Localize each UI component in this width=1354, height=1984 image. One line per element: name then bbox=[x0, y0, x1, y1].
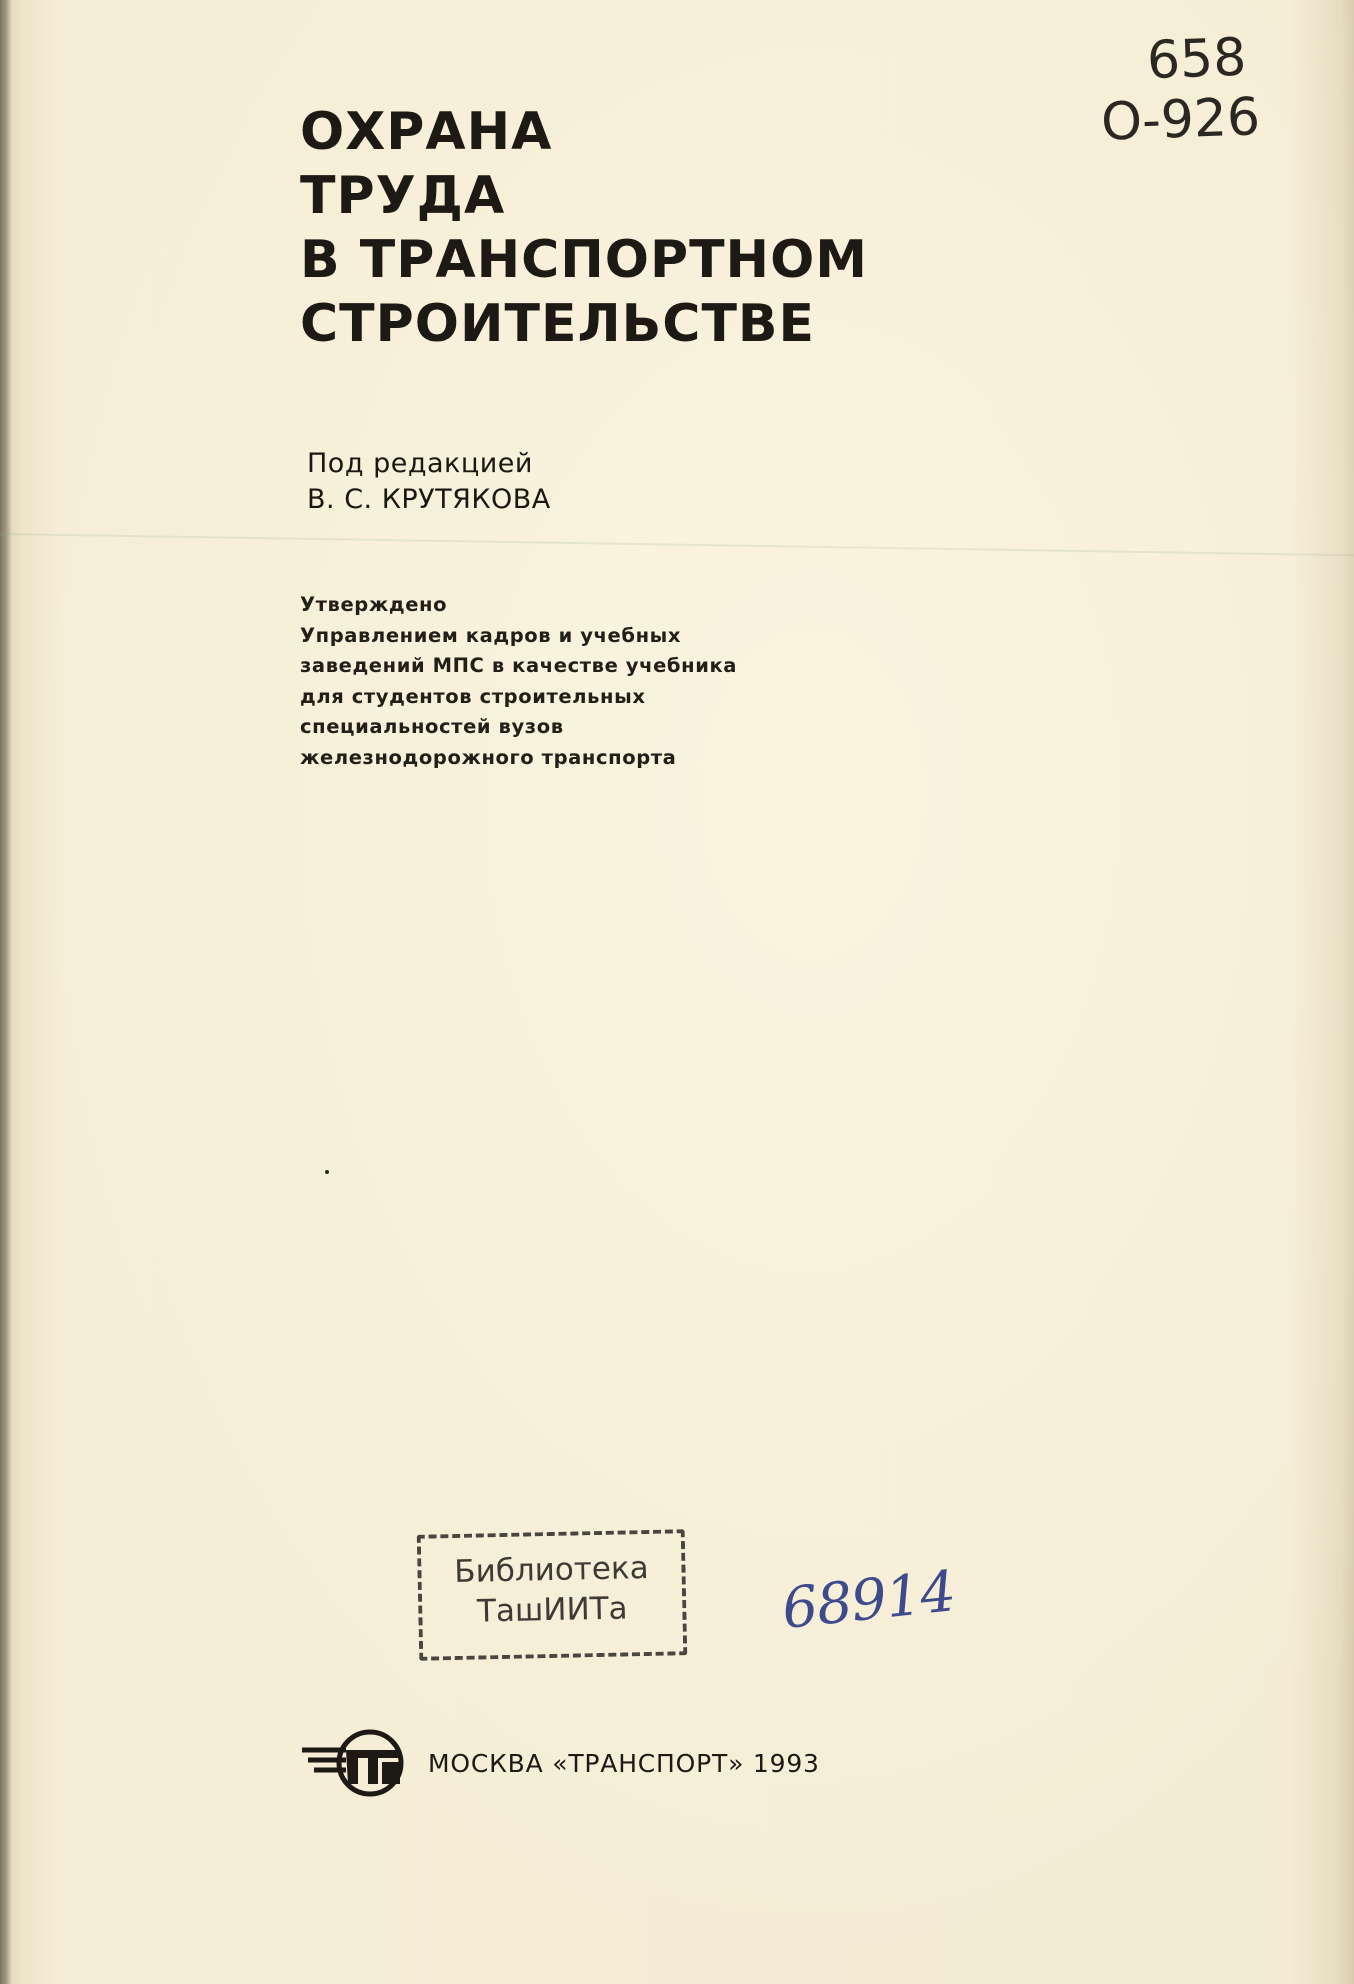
title-line-2: ТРУДА bbox=[300, 166, 506, 226]
stamp-line-2: ТашИИТа bbox=[476, 1590, 628, 1630]
title-line-4: СТРОИТЕЛЬСТВЕ bbox=[300, 294, 816, 354]
title-line-3: В ТРАНСПОРТНОМ bbox=[300, 230, 869, 290]
call-number-line-2: О-926 bbox=[1100, 87, 1262, 153]
library-call-number bbox=[1098, 27, 1261, 152]
paper-speck bbox=[325, 1170, 329, 1174]
approval-line-3: заведений МПС в качестве учебника bbox=[300, 654, 738, 677]
book-title bbox=[300, 100, 868, 356]
approval-line-2: Управлением кадров и учебных bbox=[300, 623, 682, 647]
approval-line-5: специальностей вузов bbox=[300, 715, 564, 738]
publisher-imprint bbox=[300, 1728, 820, 1798]
imprint-text: МОСКВА «ТРАНСПОРТ» 1993 bbox=[428, 1748, 820, 1778]
binding-edge bbox=[0, 0, 12, 1984]
library-stamp bbox=[417, 1529, 688, 1661]
editor-label: Под редакцией bbox=[307, 448, 533, 479]
editor-block bbox=[307, 446, 551, 518]
title-line-1: ОХРАНА bbox=[300, 102, 553, 162]
handwritten-inventory-number: 68914 bbox=[779, 1559, 959, 1642]
approval-note bbox=[300, 590, 737, 773]
publisher-logo-icon bbox=[300, 1728, 412, 1798]
paper-crease bbox=[0, 533, 1354, 556]
stamp-line-1: Библиотека bbox=[453, 1549, 649, 1591]
approval-line-4: для студентов строительных bbox=[300, 684, 646, 708]
call-number-line-1: 658 bbox=[1145, 27, 1248, 92]
approval-line-6: железнодорожного транспорта bbox=[300, 745, 677, 769]
editor-name: В. С. КРУТЯКОВА bbox=[307, 484, 551, 515]
approval-line-1: Утверждено bbox=[300, 593, 448, 616]
